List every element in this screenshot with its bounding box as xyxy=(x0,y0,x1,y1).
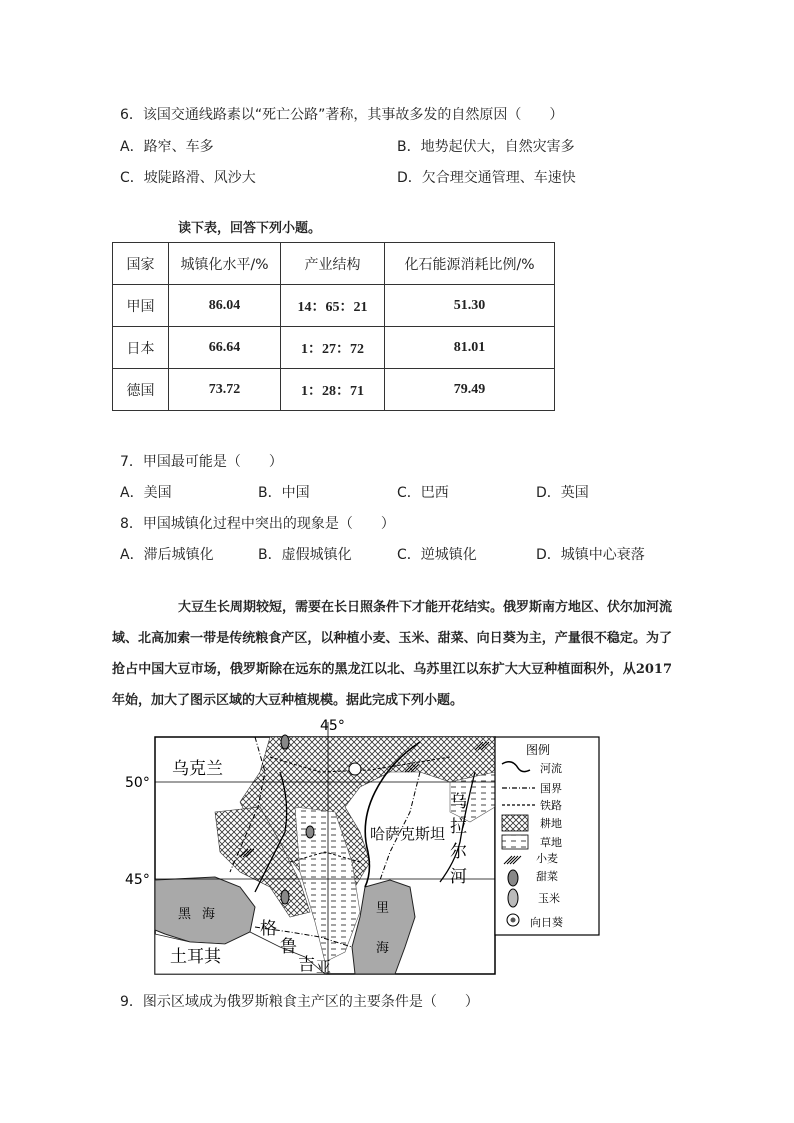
beet-icon xyxy=(281,890,289,904)
table-header: 国家 xyxy=(113,243,169,285)
table-cell: 79.49 xyxy=(385,369,555,411)
caspian-label-1: 里 xyxy=(376,901,390,916)
q6-option-c: C．坡陡路滑、风沙大 xyxy=(120,170,256,186)
kazakhstan-label: 哈萨克斯坦 xyxy=(370,825,446,843)
q8-option-c: C．逆城镇化 xyxy=(397,547,477,563)
georgia-label-2: 鲁 xyxy=(280,937,297,957)
table-cell: 73.72 xyxy=(169,369,281,411)
legend-sunflower: 向日葵 xyxy=(530,916,563,929)
q8-option-d: D．城镇中心衰落 xyxy=(536,547,645,563)
q7-option-d: D．英国 xyxy=(536,485,589,501)
table-header: 化石能源消耗比例/% xyxy=(385,243,555,285)
table-row xyxy=(113,285,555,327)
question-7-stem: 7．甲国最可能是（ ） xyxy=(120,454,283,470)
black-sea-label-1: 黑 xyxy=(178,907,192,922)
beet-icon xyxy=(306,826,314,838)
ural-label-1: 乌 xyxy=(450,792,467,812)
legend-wheat: 小麦 xyxy=(536,852,558,865)
georgia-label-3: 吉 xyxy=(298,955,315,975)
longitude-label: 45° xyxy=(320,718,345,734)
legend-grassland: 草地 xyxy=(540,836,562,849)
legend-border: 国界 xyxy=(540,782,562,795)
table-row xyxy=(113,327,555,369)
black-sea-label-2: 海 xyxy=(202,907,216,922)
lat-45-label: 45° xyxy=(125,872,150,888)
table-cell: 51.30 xyxy=(385,285,555,327)
lat-50-label: 50° xyxy=(125,775,150,791)
table-header: 城镇化水平/% xyxy=(169,243,281,285)
ural-label-3: 尔 xyxy=(450,842,467,862)
table-header-row xyxy=(113,243,555,285)
table-cell: 66.64 xyxy=(169,327,281,369)
table-cell: 86.04 xyxy=(169,285,281,327)
question-9-stem: 9．图示区域成为俄罗斯粮食主产区的主要条件是（ ） xyxy=(120,994,479,1010)
q6-option-d: D．欠合理交通管理、车速快 xyxy=(397,170,576,186)
data-table xyxy=(112,242,555,411)
table-header: 产业结构 xyxy=(281,243,385,285)
region-map xyxy=(120,712,610,982)
q7-option-a: A．美国 xyxy=(120,485,172,501)
corn-icon xyxy=(281,735,289,749)
q6-option-a: A．路窄、车多 xyxy=(120,139,214,155)
sunflower-center-icon xyxy=(511,918,516,923)
turkey-label: 土耳其 xyxy=(170,947,221,967)
table-cell: 81.01 xyxy=(385,327,555,369)
legend-river: 河流 xyxy=(540,762,562,775)
ural-label-4: 河 xyxy=(450,867,467,887)
georgia-label-1: 格 xyxy=(260,919,277,939)
table-cell: 德国 xyxy=(113,369,169,411)
table-row xyxy=(113,369,555,411)
grassland-legend-icon xyxy=(502,835,528,849)
table-cell: 甲国 xyxy=(113,285,169,327)
table-cell: 1：27：72 xyxy=(281,327,385,369)
q8-option-b: B．虚假城镇化 xyxy=(258,547,352,563)
legend-beet: 甜菜 xyxy=(536,870,558,883)
georgia-label-4: 亚 xyxy=(316,958,332,976)
beet-legend-icon xyxy=(508,870,518,886)
reading-passage: 大豆生长周期较短，需要在长日照条件下才能开花结实。俄罗斯南方地区、伏尔加河流域、北高加索一带是传统粮食产区，以种植小麦、玉米、甜菜、向日葵为主，产量很不稳定。为了抢占中国大豆市场，俄罗斯除在远东的黑龙江以北、乌苏里江以东扩大大豆种植面积外，从2017年始，加大了图示区域的大豆种植规模。据此完成下列小题。 xyxy=(112,600,673,708)
sunflower-icon xyxy=(349,763,361,775)
map-legend xyxy=(495,737,599,935)
ukraine-label: 乌克兰 xyxy=(172,759,223,779)
table-cell: 日本 xyxy=(113,327,169,369)
q8-option-a: A．滞后城镇化 xyxy=(120,547,214,563)
q6-option-b: B．地势起伏大，自然灾害多 xyxy=(397,139,575,155)
question-8-stem: 8．甲国城镇化过程中突出的现象是（ ） xyxy=(120,516,395,532)
legend-railway: 铁路 xyxy=(540,799,562,812)
q7-option-b: B．中国 xyxy=(258,485,310,501)
ural-label-2: 拉 xyxy=(450,817,467,837)
legend-corn: 玉米 xyxy=(538,892,560,905)
farmland-legend-icon xyxy=(502,815,528,831)
table-intro: 读下表，回答下列小题。 xyxy=(178,221,322,236)
question-6-stem: 6．该国交通线路素以“死亡公路”著称，其事故多发的自然原因（ ） xyxy=(120,107,564,123)
q7-option-c: C．巴西 xyxy=(397,485,449,501)
legend-farmland: 耕地 xyxy=(540,817,562,830)
table-cell: 14：65：21 xyxy=(281,285,385,327)
caspian-label-2: 海 xyxy=(376,941,390,956)
legend-title: 图例 xyxy=(526,743,551,757)
table-cell: 1：28：71 xyxy=(281,369,385,411)
corn-legend-icon xyxy=(508,889,518,907)
